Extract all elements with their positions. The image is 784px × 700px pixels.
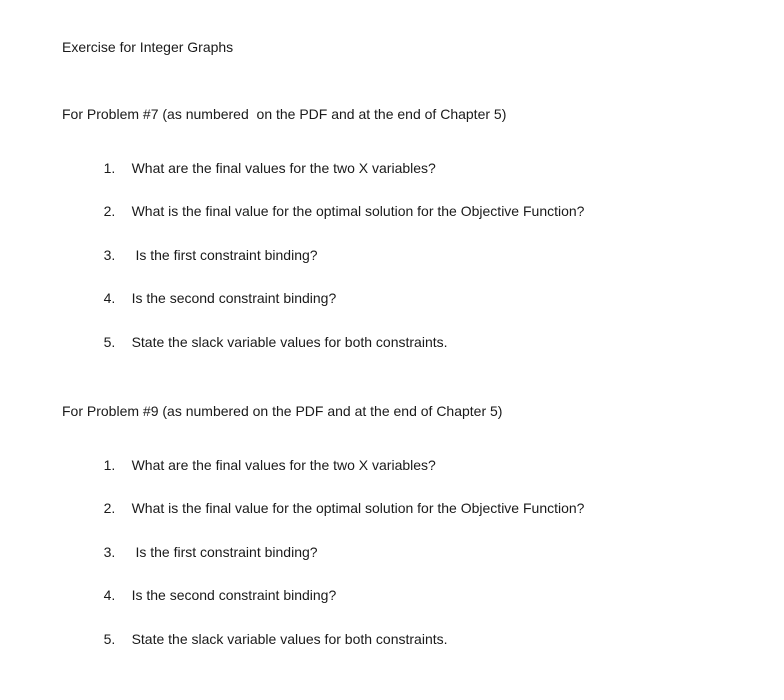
question-text: What is the final value for the optimal solution for the Objective Function? — [131, 203, 585, 219]
question-number: 3. — [103, 544, 116, 560]
problem-7-heading: For Problem #7 (as numbered on the PDF and at the end of Chapter 5) — [62, 106, 507, 122]
question-number: 1. — [103, 160, 116, 176]
question-text: Is the first constraint binding? — [131, 247, 318, 263]
question-text: What are the final values for the two X variables? — [131, 457, 436, 473]
question-number: 2. — [103, 203, 116, 219]
question-text: State the slack variable values for both constraints. — [131, 631, 448, 647]
problem-9-heading: For Problem #9 (as numbered on the PDF and at the end of Chapter 5) — [62, 403, 503, 419]
question-number: 3. — [103, 247, 116, 263]
question-text: What are the final values for the two X variables? — [131, 160, 436, 176]
question-text: Is the second constraint binding? — [131, 290, 337, 306]
problem-9-question-5 — [88, 609, 448, 669]
question-number: 2. — [103, 500, 116, 516]
question-number: 1. — [103, 457, 116, 473]
problem-7-question-5 — [88, 312, 448, 372]
question-text: Is the second constraint binding? — [131, 587, 337, 603]
question-text: What is the final value for the optimal solution for the Objective Function? — [131, 500, 585, 516]
question-number: 5. — [103, 631, 116, 647]
document-title: Exercise for Integer Graphs — [62, 39, 234, 55]
question-number: 5. — [103, 334, 116, 350]
question-number: 4. — [103, 290, 116, 306]
question-text: State the slack variable values for both constraints. — [131, 334, 448, 350]
question-number: 4. — [103, 587, 116, 603]
question-text: Is the first constraint binding? — [131, 544, 318, 560]
